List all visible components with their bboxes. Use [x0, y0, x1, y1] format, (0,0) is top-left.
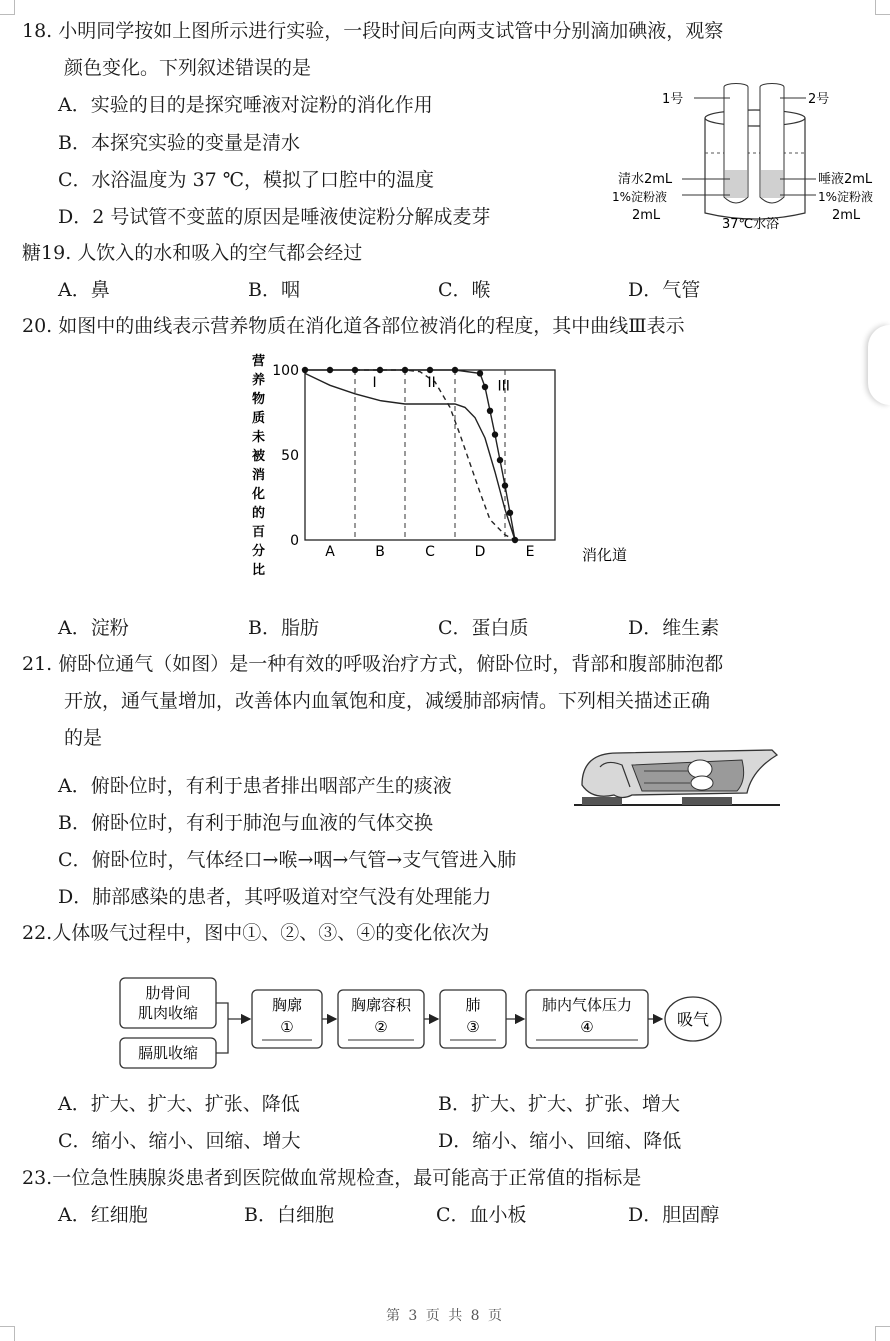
box-intercostal-line1: 肋骨间: [145, 984, 191, 1002]
y-axis-label-char: 消: [252, 468, 266, 483]
y-axis-label-char: 百: [252, 525, 266, 540]
y-axis-label-char: 质: [252, 411, 266, 426]
side-page-tab[interactable]: [868, 325, 890, 405]
curve-III-point: [352, 367, 358, 373]
q21-option-a: A．俯卧位时，有利于患者排出咽部产生的痰液: [58, 775, 452, 797]
x-axis-label: 消化道: [582, 546, 628, 564]
left-label-1: 清水2mL: [618, 172, 673, 187]
q22-stem: 22.人体吸气过程中，图中①、②、③、④的变化依次为: [22, 922, 490, 944]
curve-label: I: [372, 375, 377, 391]
q19-stem: [22, 240, 362, 266]
box-intercostal-line2: 肌肉收缩: [137, 1004, 199, 1022]
box-thorax-volume-line1: 胸廓容积: [350, 996, 412, 1014]
q22-option-d: D．缩小、缩小、回缩、降低: [438, 1130, 682, 1152]
box-diaphragm-label: 膈肌收缩: [137, 1044, 199, 1062]
q20-option-a: A．淀粉: [58, 617, 129, 639]
right-label-3: 2mL: [832, 208, 861, 223]
y-axis-label-char: 养: [252, 373, 266, 388]
q18-stem-line2: 颜色变化。下列叙述错误的是: [64, 57, 312, 79]
crop-mark-top-right: [875, 0, 890, 15]
crop-mark-top-left: [0, 0, 15, 15]
curve-III: [305, 370, 515, 540]
x-category-label: D: [474, 544, 486, 560]
beaker-body: [705, 118, 805, 219]
q21-option-d: D．肺部感染的患者，其呼吸道对空气没有处理能力: [58, 886, 492, 908]
lung-upper: [688, 760, 712, 778]
box-lung-marker: ③: [466, 1018, 480, 1036]
curve-III-point: [487, 408, 493, 414]
curve-III-point: [377, 367, 383, 373]
q18-option-c: C．水浴温度为 37 ℃，模拟了口腔中的温度: [58, 169, 435, 191]
box-thorax-marker: ①: [280, 1018, 294, 1036]
curve-III-point: [327, 367, 333, 373]
q19-prefix: 糖: [22, 242, 42, 264]
y-tick-label: 100: [272, 363, 299, 379]
q18-option-d: D．2 号试管不变蓝的原因是唾液使淀粉分解成麦芽: [58, 206, 491, 228]
digestion-chart: [240, 345, 660, 595]
q23-stem: 23.一位急性胰腺炎患者到医院做血常规检查，最可能高于正常值的指标是: [22, 1167, 642, 1189]
chest-cavity: [632, 760, 744, 791]
q21-option-b: B．俯卧位时，有利于肺泡与血液的气体交换: [58, 812, 433, 834]
chest-support: [682, 797, 732, 805]
curve-III-point: [502, 482, 508, 488]
bracket-connector: [216, 1003, 228, 1053]
bath-label: 37℃水浴: [722, 217, 780, 232]
curve-III-point: [402, 367, 408, 373]
box-lung-pressure-line1: 肺内气体压力: [541, 996, 633, 1014]
curve-label: III: [497, 378, 510, 395]
q21-stem-line2: 开放，通气量增加，改善体内血氧饱和度，减缓肺部病情。下列相关描述正确: [64, 690, 711, 712]
q18-stem-line1: 18. 小明同学按如上图所示进行实验，一段时间后向两支试管中分别滴加碘液，观察: [22, 20, 724, 42]
y-axis-label-char: 营: [252, 354, 266, 369]
inhale-label: 吸气: [676, 1010, 710, 1029]
curve-II: [355, 370, 515, 540]
breathing-flowchart: [110, 972, 730, 1077]
q20-option-c: C．蛋白质: [438, 617, 529, 639]
right-label-2: 1%淀粉液: [818, 190, 874, 204]
curve-III-point: [507, 510, 513, 516]
y-tick-label: 0: [290, 533, 299, 549]
y-tick-label: 50: [281, 448, 299, 464]
lung-lower: [691, 776, 713, 790]
q19-option-c: C．喉: [438, 279, 491, 301]
q19-option-b: B．咽: [248, 279, 300, 301]
q23-option-d: D．胆固醇: [628, 1204, 720, 1226]
q18-option-a: A．实验的目的是探究唾液对淀粉的消化作用: [58, 94, 433, 116]
q19-option-a: A．鼻: [58, 279, 110, 301]
curve-III-point: [477, 370, 483, 376]
crop-mark-bottom-left: [0, 1326, 15, 1341]
q21-stem-line1: 21. 俯卧位通气（如图）是一种有效的呼吸治疗方式，俯卧位时，背部和腹部肺泡都: [22, 653, 724, 675]
x-category-label: C: [425, 544, 435, 560]
x-category-label: A: [325, 544, 335, 560]
curve-III-point: [452, 367, 458, 373]
y-axis-label-char: 物: [252, 392, 266, 407]
prone-position-figure: [572, 745, 782, 815]
y-axis-label-char: 比: [252, 563, 266, 578]
head-support: [582, 797, 622, 805]
crop-mark-bottom-right: [875, 1326, 890, 1341]
tube2-label: 2号: [808, 92, 830, 107]
q19-stem-text: 19. 人饮入的水和吸入的空气都会经过: [41, 242, 363, 264]
y-axis-label-char: 化: [252, 487, 266, 502]
q20-option-b: B．脂肪: [248, 617, 319, 639]
curve-III-point: [512, 537, 518, 543]
box-thorax-line1: 胸廓: [271, 996, 303, 1014]
beaker-rim: [705, 110, 805, 126]
left-label-3: 2mL: [632, 208, 661, 223]
page-footer: 第 3 页 共 8 页: [385, 1308, 505, 1324]
q23-option-a: A．红细胞: [58, 1204, 148, 1226]
q23-option-b: B．白细胞: [244, 1204, 334, 1226]
q18-option-b: B．本探究实验的变量是清水: [58, 132, 300, 154]
curve-III-point: [302, 367, 308, 373]
curve-III-point: [427, 367, 433, 373]
chart-frame: [305, 370, 555, 540]
q22-option-b: B．扩大、扩大、扩张、增大: [438, 1093, 680, 1115]
q21-option-c: C．俯卧位时，气体经口→喉→咽→气管→支气管进入肺: [58, 849, 517, 871]
tube2-liquid: [761, 170, 783, 198]
curve-III-point: [497, 457, 503, 463]
q22-option-c: C．缩小、缩小、回缩、增大: [58, 1130, 301, 1152]
y-axis-label-char: 分: [252, 544, 266, 559]
tube1-liquid: [725, 170, 747, 198]
q19-option-d: D．气管: [628, 279, 701, 301]
q20-stem: 20. 如图中的曲线表示营养物质在消化道各部位被消化的程度，其中曲线Ⅲ表示: [22, 315, 685, 337]
y-axis-label-char: 被: [252, 449, 266, 464]
test-tube-figure: [610, 75, 890, 240]
y-axis-label-char: 的: [252, 506, 266, 521]
tube1-label: 1号: [662, 92, 684, 107]
curve-III-point: [492, 431, 498, 437]
box-thorax-volume-marker: ②: [374, 1018, 388, 1036]
right-label-1: 唾液2mL: [818, 172, 873, 187]
x-category-label: E: [525, 544, 535, 560]
box-lung-line1: 肺: [465, 996, 481, 1014]
left-label-2: 1%淀粉液: [612, 190, 668, 204]
q21-stem-line3: 的是: [64, 727, 103, 749]
y-axis-label-char: 未: [252, 430, 266, 445]
curve-III-point: [482, 384, 488, 390]
q20-option-d: D．维生素: [628, 617, 720, 639]
curve-I: [305, 373, 515, 540]
box-lung-pressure-marker: ④: [580, 1018, 594, 1036]
q23-option-c: C．血小板: [436, 1204, 527, 1226]
q22-option-a: A．扩大、扩大、扩张、降低: [58, 1093, 300, 1115]
curve-label: II: [427, 375, 436, 391]
x-category-label: B: [375, 544, 385, 560]
